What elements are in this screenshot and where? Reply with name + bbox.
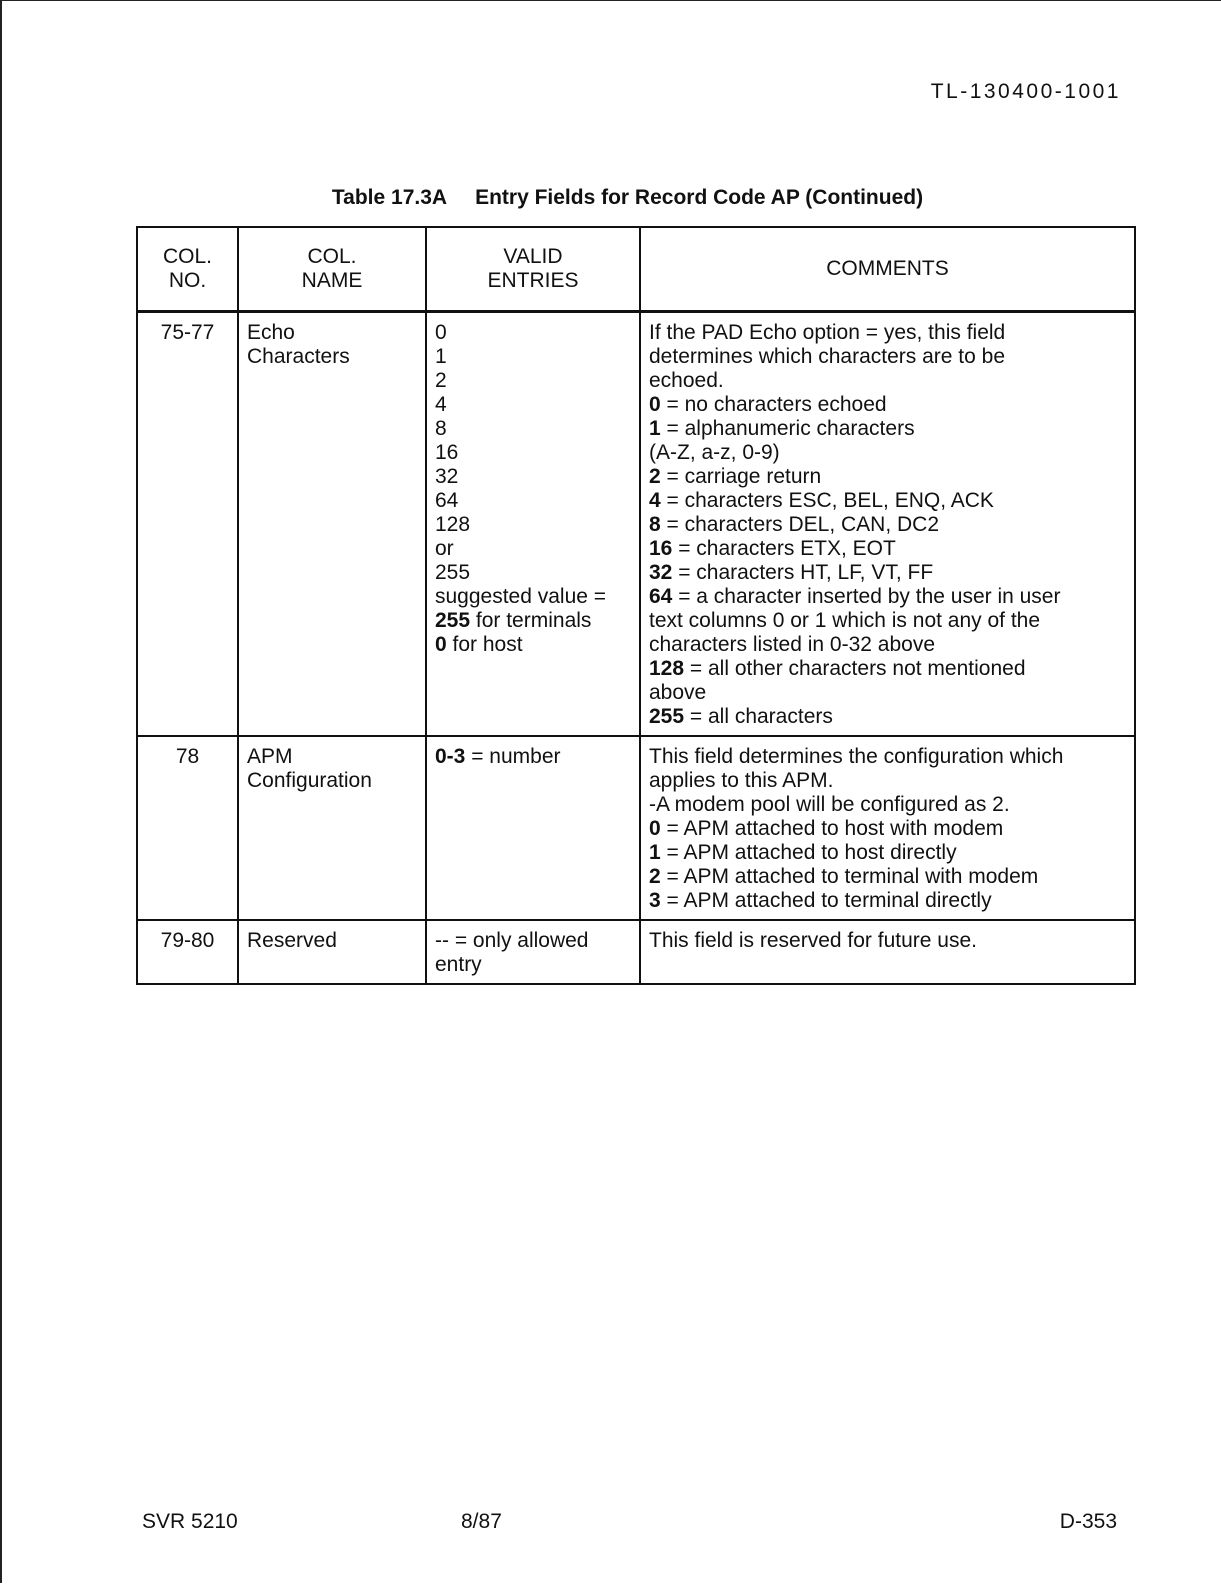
line-text: echoed. [649,369,724,392]
entry-fields-table [136,226,1136,985]
valid-entries-line [435,953,631,977]
line-text: = alphanumeric characters [660,417,915,440]
valid-entries-line [435,441,631,465]
bold-code: 0-3 [435,745,466,768]
line-text: = a character inserted by the user in user [672,585,1061,608]
bold-code: 2 [649,865,661,888]
header-col-no: COL. NO. [137,227,238,312]
comments-line [649,537,1126,561]
line-text: 64 [435,489,459,512]
valid-entries-line [435,929,631,953]
cell-col-no: 78 [137,736,238,920]
bold-code: 64 [649,585,673,608]
line-text: suggested value = [435,585,607,608]
comments-line [649,489,1126,513]
col-name-line: Echo [247,321,295,344]
comments-line [649,585,1126,609]
valid-entries-line [435,369,631,393]
line-text: 16 [435,441,459,464]
row-echo-characters [137,312,1135,737]
comments-line [649,513,1126,537]
line-text: = characters ETX, EOT [672,537,896,560]
table-header-row [137,227,1135,312]
valid-entries-line [435,393,631,417]
comments-line [649,657,1126,681]
line-text: -- = only allowed [435,929,589,952]
line-text: = carriage return [660,465,822,488]
valid-entries-line [435,537,631,561]
line-text: = APM attached to host directly [660,841,957,864]
line-text: This field is reserved for future use. [649,929,977,952]
line-text: This field determines the configuration which [649,745,1064,768]
line-text: entry [435,953,482,976]
cell-col-no: 75-77 [137,312,238,737]
cell-comments [640,736,1135,920]
header-comments: COMMENTS [640,227,1135,312]
bold-code: 1 [649,417,661,440]
comments-line [649,745,1126,769]
valid-entries-line [435,513,631,537]
table-number: Table 17.3A [331,186,448,209]
valid-entries-line [435,633,631,657]
line-text: above [649,681,707,704]
line-text: = APM attached to terminal directly [660,889,992,912]
valid-entries-line [435,417,631,441]
comments-line [649,929,1126,953]
header-valid-entries: VALID ENTRIES [426,227,640,312]
bold-code: 3 [649,889,661,912]
valid-entries-line [435,321,631,345]
cell-col-name [238,920,426,984]
line-text: 8 [435,417,447,440]
valid-entries-line [435,585,631,609]
comments-line [649,393,1126,417]
line-text: characters listed in 0-32 above [649,633,935,656]
bold-code: 8 [649,513,661,536]
comments-line [649,769,1126,793]
line-text: = number [465,745,561,768]
bold-code: 0 [649,817,661,840]
comments-line [649,465,1126,489]
line-text: 0 [435,321,447,344]
line-text: applies to this APM. [649,769,834,792]
comments-line [649,841,1126,865]
comments-line [649,633,1126,657]
comments-line [649,705,1126,729]
col-name-line: APM [247,745,293,768]
cell-col-name [238,312,426,737]
line-text: If the PAD Echo option = yes, this field [649,321,1006,344]
cell-comments [640,920,1135,984]
bold-code: 32 [649,561,673,584]
table-title [0,186,1221,210]
line-text: = all other characters not mentioned [684,657,1026,680]
row-apm-configuration [137,736,1135,920]
line-text: = APM attached to host with modem [660,817,1004,840]
bold-code: 0 [649,393,661,416]
comments-line [649,561,1126,585]
comments-line [649,369,1126,393]
bold-code: 16 [649,537,673,560]
line-text: determines which characters are to be [649,345,1006,368]
cell-valid-entries [426,312,640,737]
comments-line [649,865,1126,889]
line-text: = characters DEL, CAN, DC2 [660,513,940,536]
line-text: 128 [435,513,471,536]
bold-code: 0 [435,633,447,656]
comments-line [649,417,1126,441]
valid-entries-line [435,745,631,769]
line-text: text columns 0 or 1 which is not any of the [649,609,1041,632]
cell-comments [640,312,1135,737]
line-text: = characters HT, LF, VT, FF [672,561,934,584]
line-text: 255 [435,561,471,584]
line-text: for terminals [470,609,592,632]
comments-line [649,889,1126,913]
comments-line [649,441,1126,465]
line-text: = APM attached to terminal with modem [660,865,1039,888]
row-reserved [137,920,1135,984]
line-text: = characters ESC, BEL, ENQ, ACK [660,489,994,512]
table-caption: Entry Fields for Record Code AP (Continued) [475,186,924,209]
bold-code: 255 [435,609,471,632]
line-text: or [435,537,454,560]
valid-entries-line [435,465,631,489]
comments-line [649,321,1126,345]
col-name-line: Reserved [247,929,337,952]
footer-page-number: D-353 [1059,1510,1117,1533]
line-text: 1 [435,345,447,368]
line-text: = all characters [684,705,833,728]
bold-code: 4 [649,489,661,512]
line-text: = no characters echoed [660,393,887,416]
comments-line [649,609,1126,633]
valid-entries-line [435,561,631,585]
valid-entries-line [435,489,631,513]
footer-release: SVR 5210 [142,1510,238,1533]
comments-line [649,793,1126,817]
line-text: 4 [435,393,447,416]
cell-col-no: 79-80 [137,920,238,984]
bold-code: 128 [649,657,685,680]
line-text: -A modem pool will be configured as 2. [649,793,1010,816]
col-name-line: Characters [247,345,350,368]
cell-col-name [238,736,426,920]
comments-line [649,817,1126,841]
bold-code: 255 [649,705,685,728]
document-id: TL-130400-1001 [930,80,1121,103]
valid-entries-line [435,345,631,369]
valid-entries-line [435,609,631,633]
comments-line [649,681,1126,705]
bold-code: 2 [649,465,661,488]
col-name-line: Configuration [247,769,372,792]
comments-line [649,345,1126,369]
bold-code: 1 [649,841,661,864]
line-text: 2 [435,369,447,392]
header-col-name: COL. NAME [238,227,426,312]
footer-date: 8/87 [461,1510,502,1533]
line-text: (A-Z, a-z, 0-9) [649,441,780,464]
cell-valid-entries [426,736,640,920]
line-text: for host [446,633,523,656]
cell-valid-entries [426,920,640,984]
line-text: 32 [435,465,459,488]
